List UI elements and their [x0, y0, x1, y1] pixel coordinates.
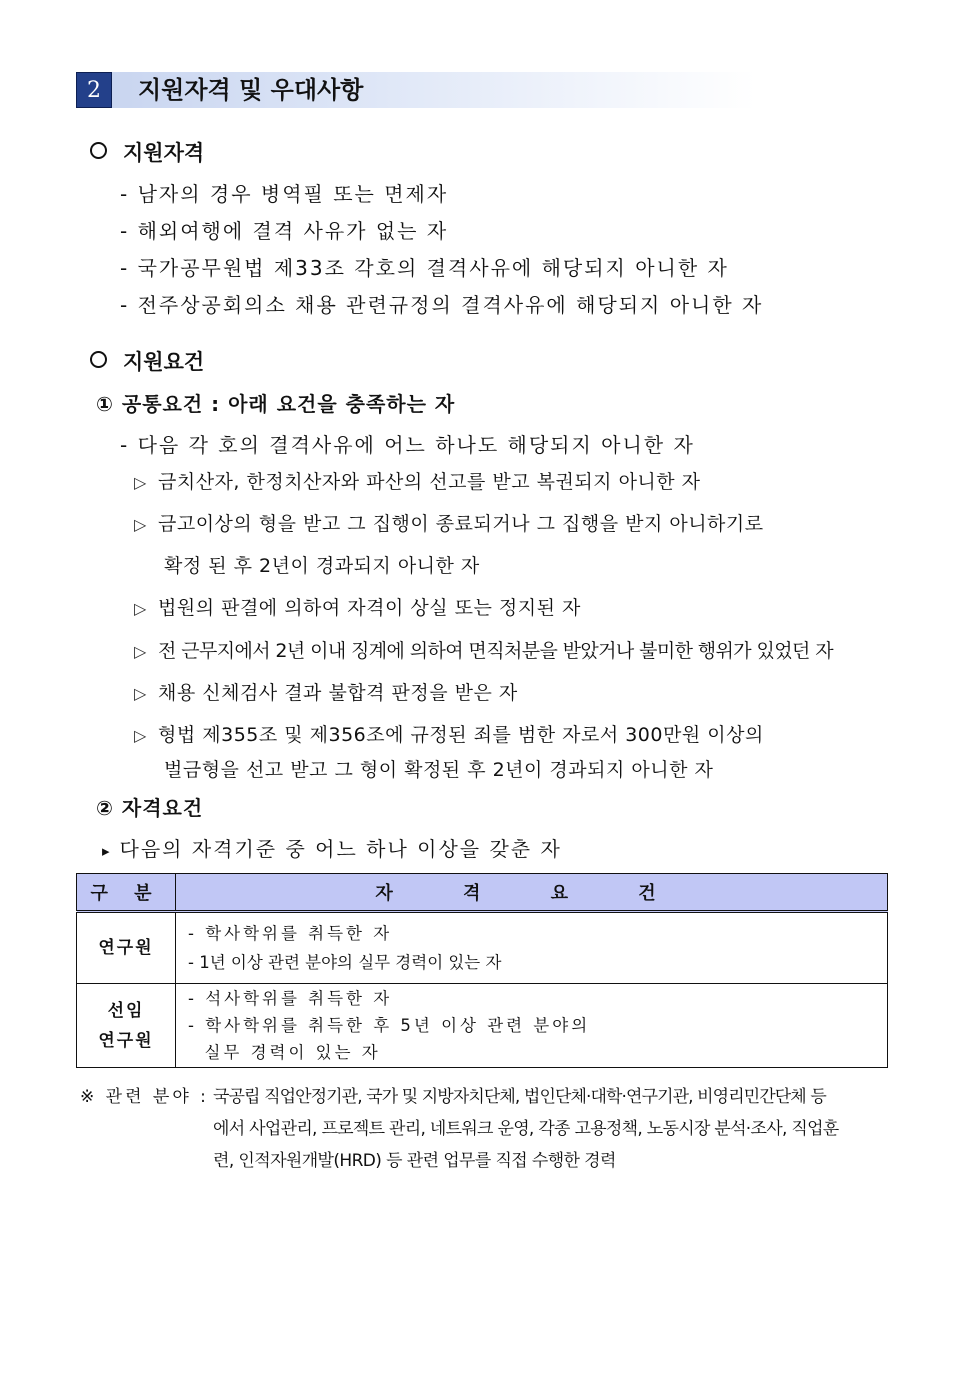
note-prefix: [80, 1081, 209, 1113]
triangle-arrow-icon: ▷: [134, 473, 147, 492]
circle-bullet-icon: [90, 142, 107, 159]
disqualification-text: 법원의 판결에 의하여 자격이 상실 또는 정지된 자: [158, 597, 581, 619]
requirement-line: - 학사학위를 취득한 후 5년 이상 관련 분야의: [188, 1016, 591, 1035]
disqualification-text: 전 근무지에서 2년 이내 징계에 의하여 면직처분을 받았거나 불미한 행위가 있었던 자: [158, 640, 833, 662]
section-number: 2: [76, 72, 112, 108]
qualify-requirement-intro: [102, 833, 562, 862]
triangle-arrow-icon: ▷: [134, 684, 147, 703]
row-category: [77, 984, 176, 1068]
disqualification-item: [134, 678, 518, 705]
qualification-item: - 국가공무원법 제33조 각호의 결격사유에 해당되지 아니한 자: [120, 256, 729, 280]
disqualification-text: 금고이상의 형을 받고 그 집행이 종료되거나 그 집행을 받지 아니하기로: [158, 513, 764, 535]
table-row: [77, 984, 888, 1068]
triangle-arrow-icon: ▷: [134, 515, 147, 534]
row-requirements: [176, 912, 888, 984]
table-header-requirements: 자 격 요 건: [176, 874, 888, 912]
disqualification-text: 채용 신체검사 결과 불합격 판정을 받은 자: [158, 682, 518, 704]
disqualification-item: [134, 509, 764, 536]
requirements-heading: [90, 346, 204, 376]
common-requirement-intro: - 다음 각 호의 결격사유에 어느 하나도 해당되지 아니한 자: [120, 433, 695, 457]
qualification-item: - 남자의 경우 병역필 또는 면제자: [120, 182, 449, 206]
disqualification-item: [134, 720, 764, 747]
disqualification-continuation: 확정 된 후 2년이 경과되지 아니한 자: [164, 555, 480, 577]
note-label: 관련 분야 :: [105, 1087, 209, 1107]
disqualification-item: [134, 636, 833, 663]
requirement-line: - 1년 이상 관련 분야의 실무 경력이 있는 자: [188, 953, 502, 972]
qualification-heading-text: 지원자격: [123, 141, 205, 165]
requirements-heading-text: 지원요건: [123, 350, 205, 374]
note-line: 에서 사업관리, 프로젝트 관리, 네트워크 운영, 각종 고용정책, 노동시장 분석·조사, 직업훈: [213, 1119, 839, 1139]
requirement-line: - 석사학위를 취득한 자: [188, 989, 393, 1008]
table-header-row: [77, 874, 888, 912]
qualification-heading: [90, 137, 204, 167]
disqualification-text: 금치산자, 한정치산자와 파산의 선고를 받고 복권되지 아니한 자: [158, 471, 701, 493]
bullet-marker-icon: ▸: [102, 842, 112, 860]
row-category-line: 선임: [107, 1000, 145, 1021]
note-mark-icon: ※: [80, 1087, 95, 1107]
requirement-line: 실무 경력이 있는 자: [188, 1043, 381, 1062]
disqualification-item: [134, 593, 581, 620]
disqualification-item: [134, 467, 701, 494]
triangle-arrow-icon: ▷: [134, 642, 146, 661]
triangle-arrow-icon: ▷: [134, 599, 147, 618]
disqualification-text: 형법 제355조 및 제356조에 규정된 죄를 범한 자로서 300만원 이상의: [158, 724, 764, 746]
common-requirement-title: ① 공통요건 : 아래 요건을 충족하는 자: [96, 392, 456, 416]
section-title: 지원자격 및 우대사항: [138, 76, 364, 104]
disqualification-continuation: 벌금형을 선고 받고 그 형이 확정된 후 2년이 경과되지 아니한 자: [164, 759, 714, 781]
note-line: 련, 인적자원개발(HRD) 등 관련 업무를 직접 수행한 경력: [213, 1151, 616, 1171]
qualify-requirement-title: ② 자격요건: [96, 796, 204, 820]
table-row: [77, 912, 888, 984]
qualify-intro-text: 다음의 자격기준 중 어느 하나 이상을 갖춘 자: [119, 837, 562, 861]
section-header: [76, 72, 756, 108]
circle-bullet-icon: [90, 351, 107, 368]
note-line: 국공립 직업안정기관, 국가 및 지방자치단체, 법인단체·대학·연구기관, 비영리민간단체 등: [213, 1087, 826, 1107]
table-header-category: 구 분: [77, 874, 176, 912]
row-category: 연구원: [77, 912, 176, 984]
triangle-arrow-icon: ▷: [134, 726, 147, 745]
qualification-item: - 해외여행에 결격 사유가 없는 자: [120, 219, 449, 243]
row-requirements: [176, 984, 888, 1068]
row-category-line: 연구원: [98, 1030, 154, 1051]
qualification-item: - 전주상공회의소 채용 관련규정의 결격사유에 해당되지 아니한 자: [120, 293, 764, 317]
qualification-table: [76, 873, 888, 1068]
requirement-line: - 학사학위를 취득한 자: [188, 924, 393, 943]
